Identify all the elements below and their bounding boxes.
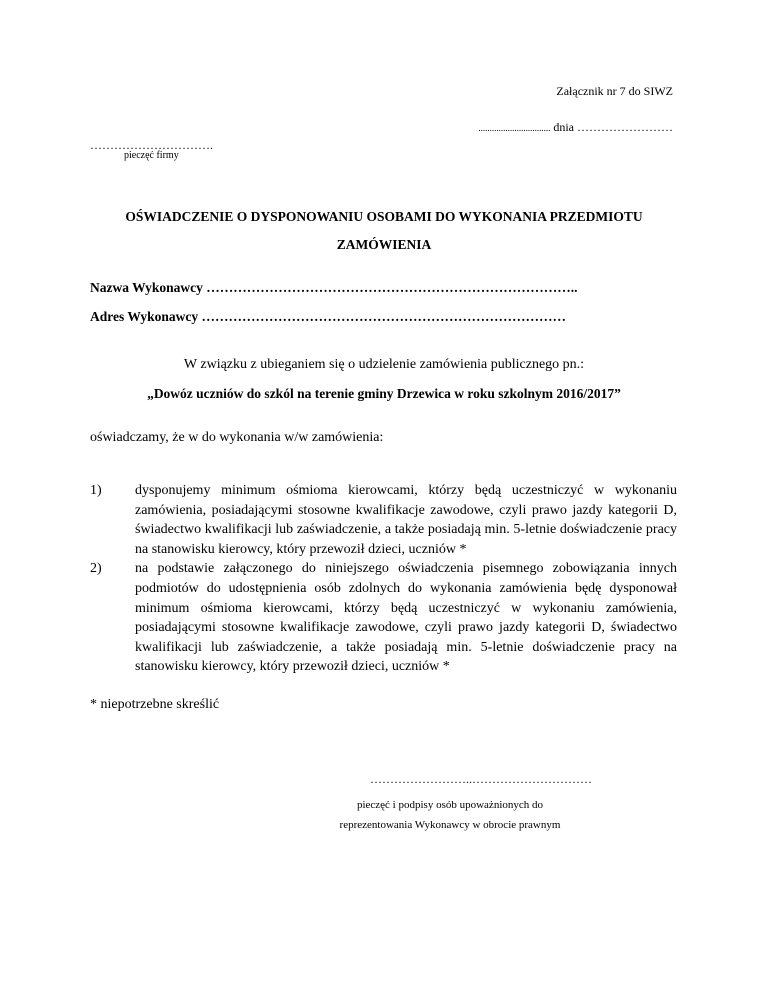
signature-dots: ……………………..………………………… [370, 772, 592, 786]
declaration-list [90, 481, 677, 677]
list-item-number: 2) [90, 561, 102, 577]
declaration-text: oświadczamy, że w do wykonania w/w zamówienia: [90, 430, 384, 445]
place-dots: ................................ [478, 123, 551, 133]
list-item [90, 481, 677, 559]
contractor-name-field: Nazwa Wykonawcy ……………………………………………………………………….. [90, 280, 578, 295]
list-item-number: 1) [90, 483, 102, 498]
place-date-line [478, 120, 673, 135]
list-item-text: na podstawie załączonego do niniejszego oświadczenia pisemnego zobowiązania innych podmiotów do udostępnienia osób zdolnych do wykonania zamówienia będę dysponował minimum ośmioma kierowcami, którzy będą uczestniczyć w wykonaniu zamówienia, posiadającymi stosowne kwalifikacje zawodowe, czyli prawo jazdy kategorii D, świadectwo kwalifikacji lub zaświadczenie, a także posiadają min. 5-letnie doświadczenie pracy na stanowisku kierowcy, który przewoził dzieci, uczniów * [135, 561, 677, 675]
date-dots: …………………… [577, 120, 673, 134]
contract-name: „Dowóz uczniów do szkól na terenie gminy Drzewica w roku szkolnym 2016/2017” [147, 386, 621, 401]
list-item-text: dysponujemy minimum ośmioma kierowcami, którzy będą uczestniczyć w wykonaniu zamówienia, posiadającymi stosowne kwalifikacje zawodowe, czyli prawo jazdy kategorii D, świadectwo kwalifikacji lub zaświadczenie, a także posiadają min. 5-letnie doświadczenie pracy na stanowisku kierowcy, który przewoził dzieci, uczniów * [135, 483, 677, 557]
intro-text: W związku z ubieganiem się o udzielenie zamówienia publicznego pn.: [183, 357, 585, 372]
date-label: dnia [550, 120, 577, 134]
signature-label-line2: reprezentowania Wykonawcy w obrocie prawnym [339, 819, 561, 831]
list-item [90, 559, 677, 677]
company-stamp-label: pieczęć firmy [124, 150, 179, 161]
company-stamp-dots: …………………………. [90, 138, 213, 152]
annex-label: Załącznik nr 7 do SIWZ [556, 84, 673, 98]
contractor-address-field: Adres Wykonawcy ……………………………………………………………………… [90, 309, 567, 324]
document-title: OŚWIADCZENIE O DYSPONOWANIU OSOBAMI DO WYKONANIA PRZEDMIOTU ZAMÓWIENIA [125, 209, 643, 252]
footnote: * niepotrzebne skreślić [90, 697, 220, 712]
signature-label-line1: pieczęć i podpisy osób upoważnionych do [356, 799, 544, 811]
